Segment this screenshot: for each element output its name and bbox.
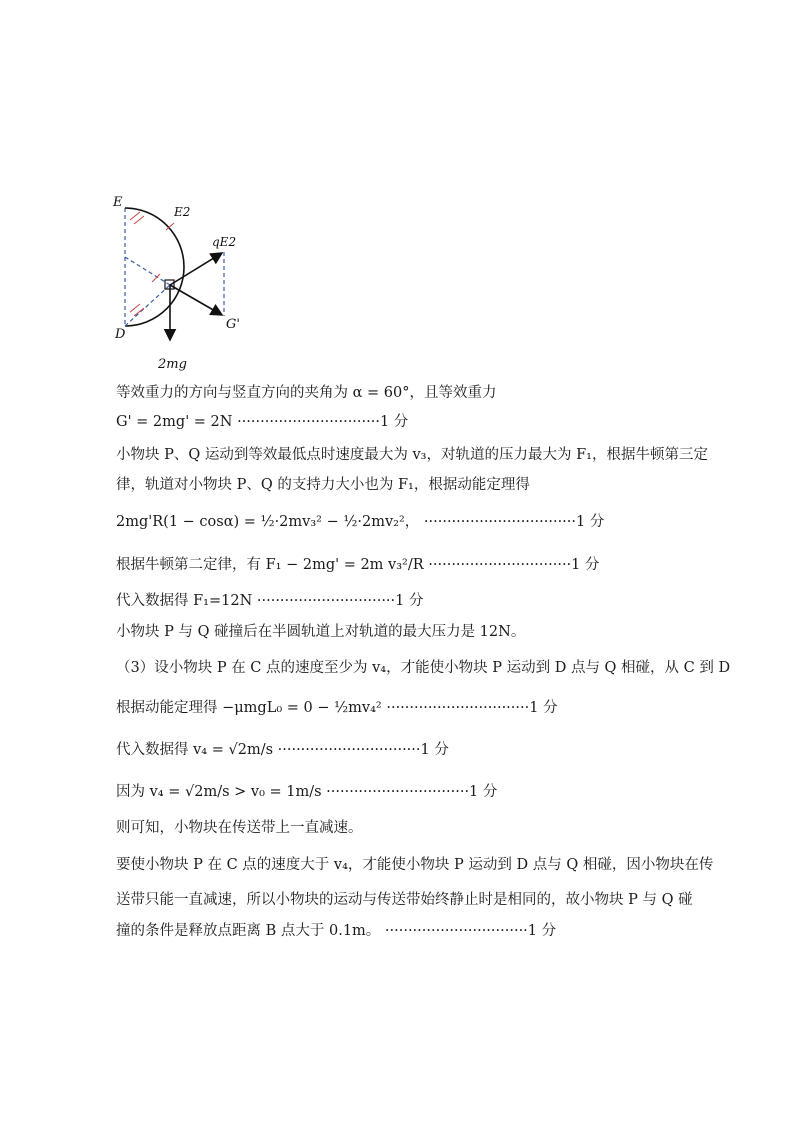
text-line: 等效重力的方向与竖直方向的夹角为 α = 60°，且等效重力 (116, 385, 497, 401)
label-G-prime: G' (226, 317, 240, 332)
label-E2: E2 (174, 205, 191, 219)
G-prime-arrow (170, 285, 222, 315)
text-line: 则可知，小物块在传送带上一直减速。 (116, 820, 363, 836)
radius-dashed-line (125, 257, 170, 285)
label-qE2: qE2 (212, 235, 237, 249)
text-line: 小物块 P、Q 运动到等效最低点时速度最大为 v₃，对轨道的压力最大为 F₁，根据牛顿第三定 (116, 447, 708, 463)
text-line: 代入数据得 v₄ = √2m/s ·······························1 分 (116, 742, 449, 758)
text-line: 律，轨道对小物块 P、Q 的支持力大小也为 F₁，根据动能定理得 (116, 477, 530, 493)
text-line: （3）设小物块 P 在 C 点的速度至少为 v₄，才能使小物块 P 运动到 D 点与 Q 相碰，从 C 到 D (116, 660, 731, 676)
text-line: 根据动能定理得 −μmgL₀ = 0 − ½mv₄² ·······························1 分 (116, 700, 558, 716)
hatch-marks (130, 212, 160, 316)
label-D: D (115, 327, 126, 342)
text-line: 代入数据得 F₁=12N ······························1 分 (116, 593, 424, 609)
text-line: 小物块 P 与 Q 碰撞后在半圆轨道上对轨道的最大压力是 12N。 (116, 624, 526, 640)
text-line: 要使小物块 P 在 C 点的速度大于 v₄，才能使小物块 P 运动到 D 点与 Q 相碰，因小物块在传 (116, 857, 714, 873)
label-E: E (113, 195, 123, 210)
text-line: 送带只能一直减速，所以小物块的运动与传送带始终静止时是相同的，故小物块 P 与 Q 碰 (116, 892, 693, 908)
text-line: 因为 v₄ = √2m/s > v₀ = 1m/s ·······························1 分 (116, 784, 498, 800)
text-line: G' = 2mg' = 2N ·······························1 分 (116, 414, 409, 430)
text-line: 根据牛顿第二定律，有 F₁ − 2mg' = 2m v₃²/R ·······························1 分 (116, 557, 600, 573)
label-2mg: 2mg (158, 357, 187, 372)
radius-dashed-line (125, 285, 170, 326)
force-diagram (108, 190, 258, 380)
text-line: 2mg'R(1 − cosα) = ½·2mv₃² − ½·2mv₂²， ·································1 分 (116, 514, 605, 530)
qE2-arrow (170, 253, 222, 285)
text-line: 撞的条件是释放点距离 B 点大于 0.1m。 ·······························1 分 (116, 923, 557, 939)
